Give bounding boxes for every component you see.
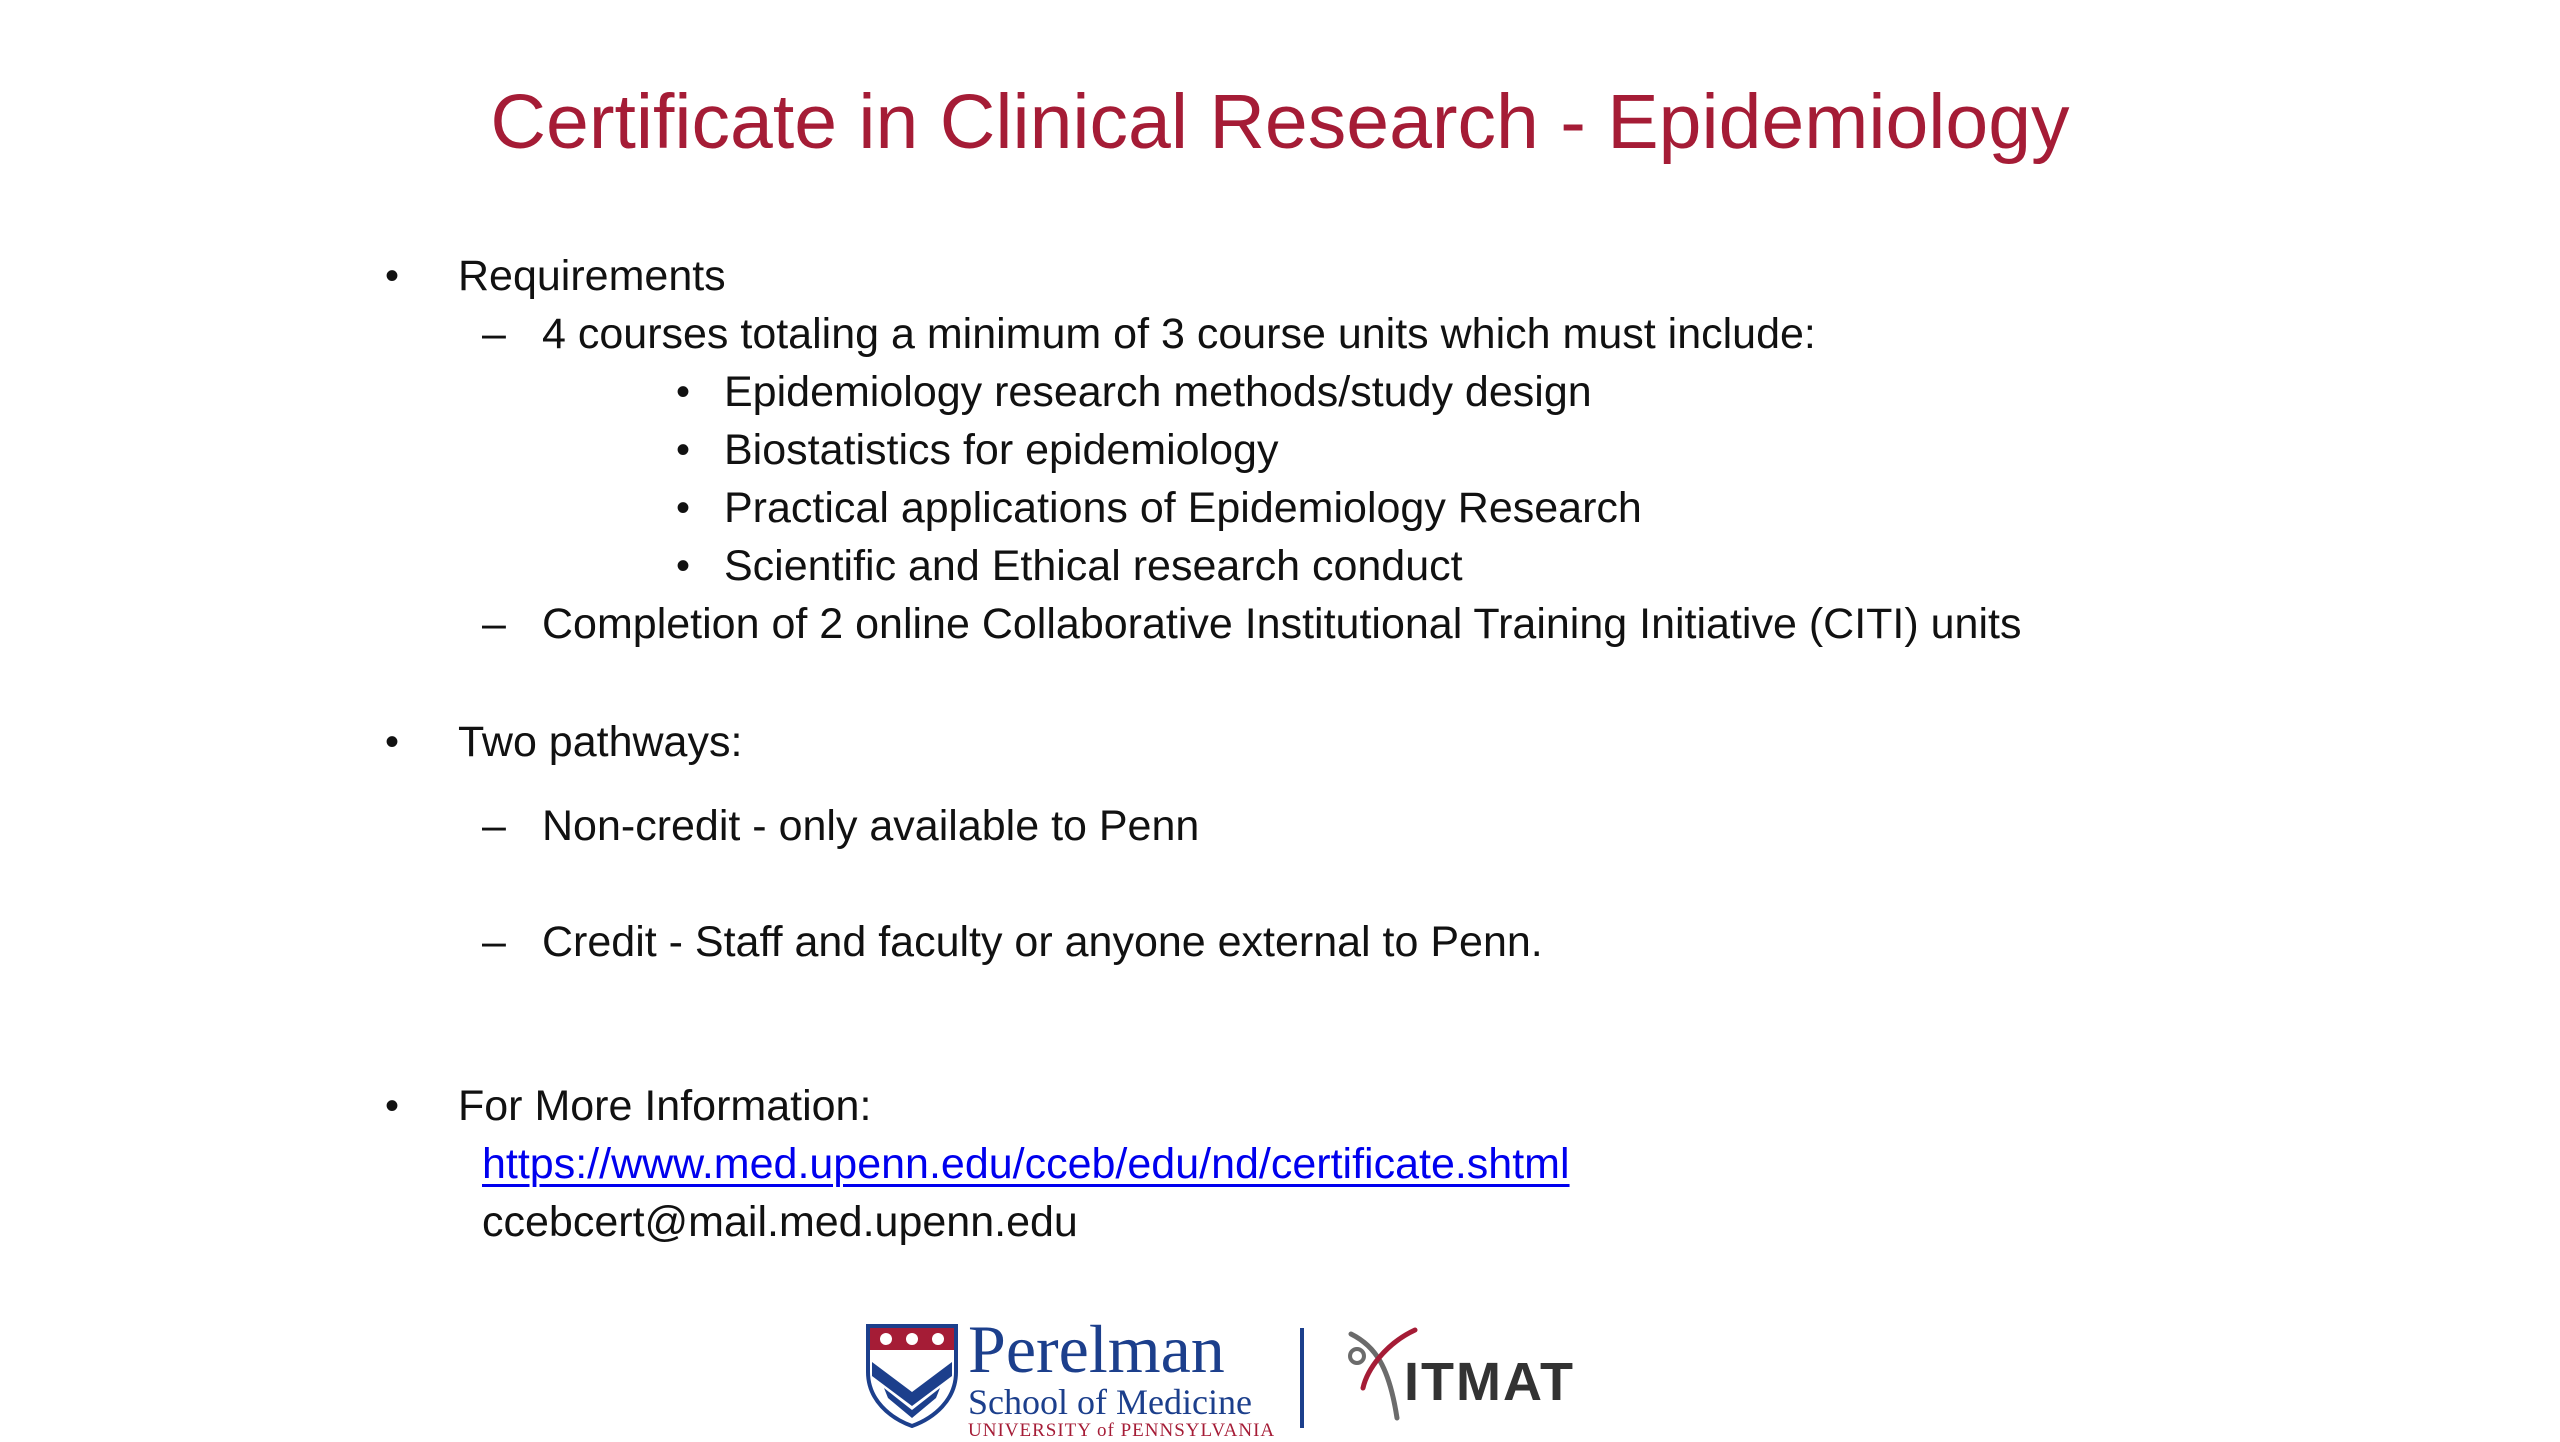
- more-info-heading: For More Information:: [458, 1082, 872, 1130]
- perelman-school: School of Medicine: [968, 1382, 1252, 1422]
- certificate-link[interactable]: https://www.med.upenn.edu/cceb/edu/nd/certificate.shtml: [482, 1140, 1570, 1188]
- perelman-name: Perelman: [968, 1311, 1225, 1387]
- penn-shield-icon: [864, 1322, 960, 1428]
- course-item: Biostatistics for epidemiology: [724, 426, 1279, 474]
- course-item: Epidemiology research methods/study design: [724, 368, 1592, 416]
- requirements-heading: Requirements: [458, 252, 726, 300]
- perelman-logo: [968, 1311, 1276, 1442]
- courses-intro: 4 courses totaling a minimum of 3 course units which must include:: [542, 310, 1816, 358]
- pathway-item: Credit - Staff and faculty or anyone external to Penn.: [542, 918, 1543, 966]
- course-item: Practical applications of Epidemiology Research: [724, 484, 1642, 532]
- bullet-icon: •: [385, 1084, 400, 1128]
- bullet-icon: •: [385, 254, 400, 298]
- dash-icon: –: [482, 802, 506, 850]
- bullet-icon: •: [676, 486, 691, 530]
- bullet-icon: •: [676, 370, 691, 414]
- pathways-heading: Two pathways:: [458, 718, 743, 766]
- perelman-university: UNIVERSITY of PENNSYLVANIA: [968, 1420, 1276, 1441]
- logo-divider: [1300, 1328, 1304, 1428]
- dash-icon: –: [482, 310, 506, 358]
- course-item: Scientific and Ethical research conduct: [724, 542, 1463, 590]
- dash-icon: –: [482, 918, 506, 966]
- dash-icon: –: [482, 600, 506, 648]
- bullet-icon: •: [676, 428, 691, 472]
- citi-requirement: Completion of 2 online Collaborative Institutional Training Initiative (CITI) units: [542, 600, 2022, 648]
- contact-email: ccebcert@mail.med.upenn.edu: [482, 1198, 1078, 1246]
- slide-title: Certificate in Clinical Research - Epidemiology: [490, 79, 2070, 165]
- pathway-item: Non-credit - only available to Penn: [542, 802, 1200, 850]
- itmat-logo-text: ITMAT: [1404, 1352, 1575, 1412]
- bullet-icon: •: [676, 544, 691, 588]
- bullet-icon: •: [385, 720, 400, 764]
